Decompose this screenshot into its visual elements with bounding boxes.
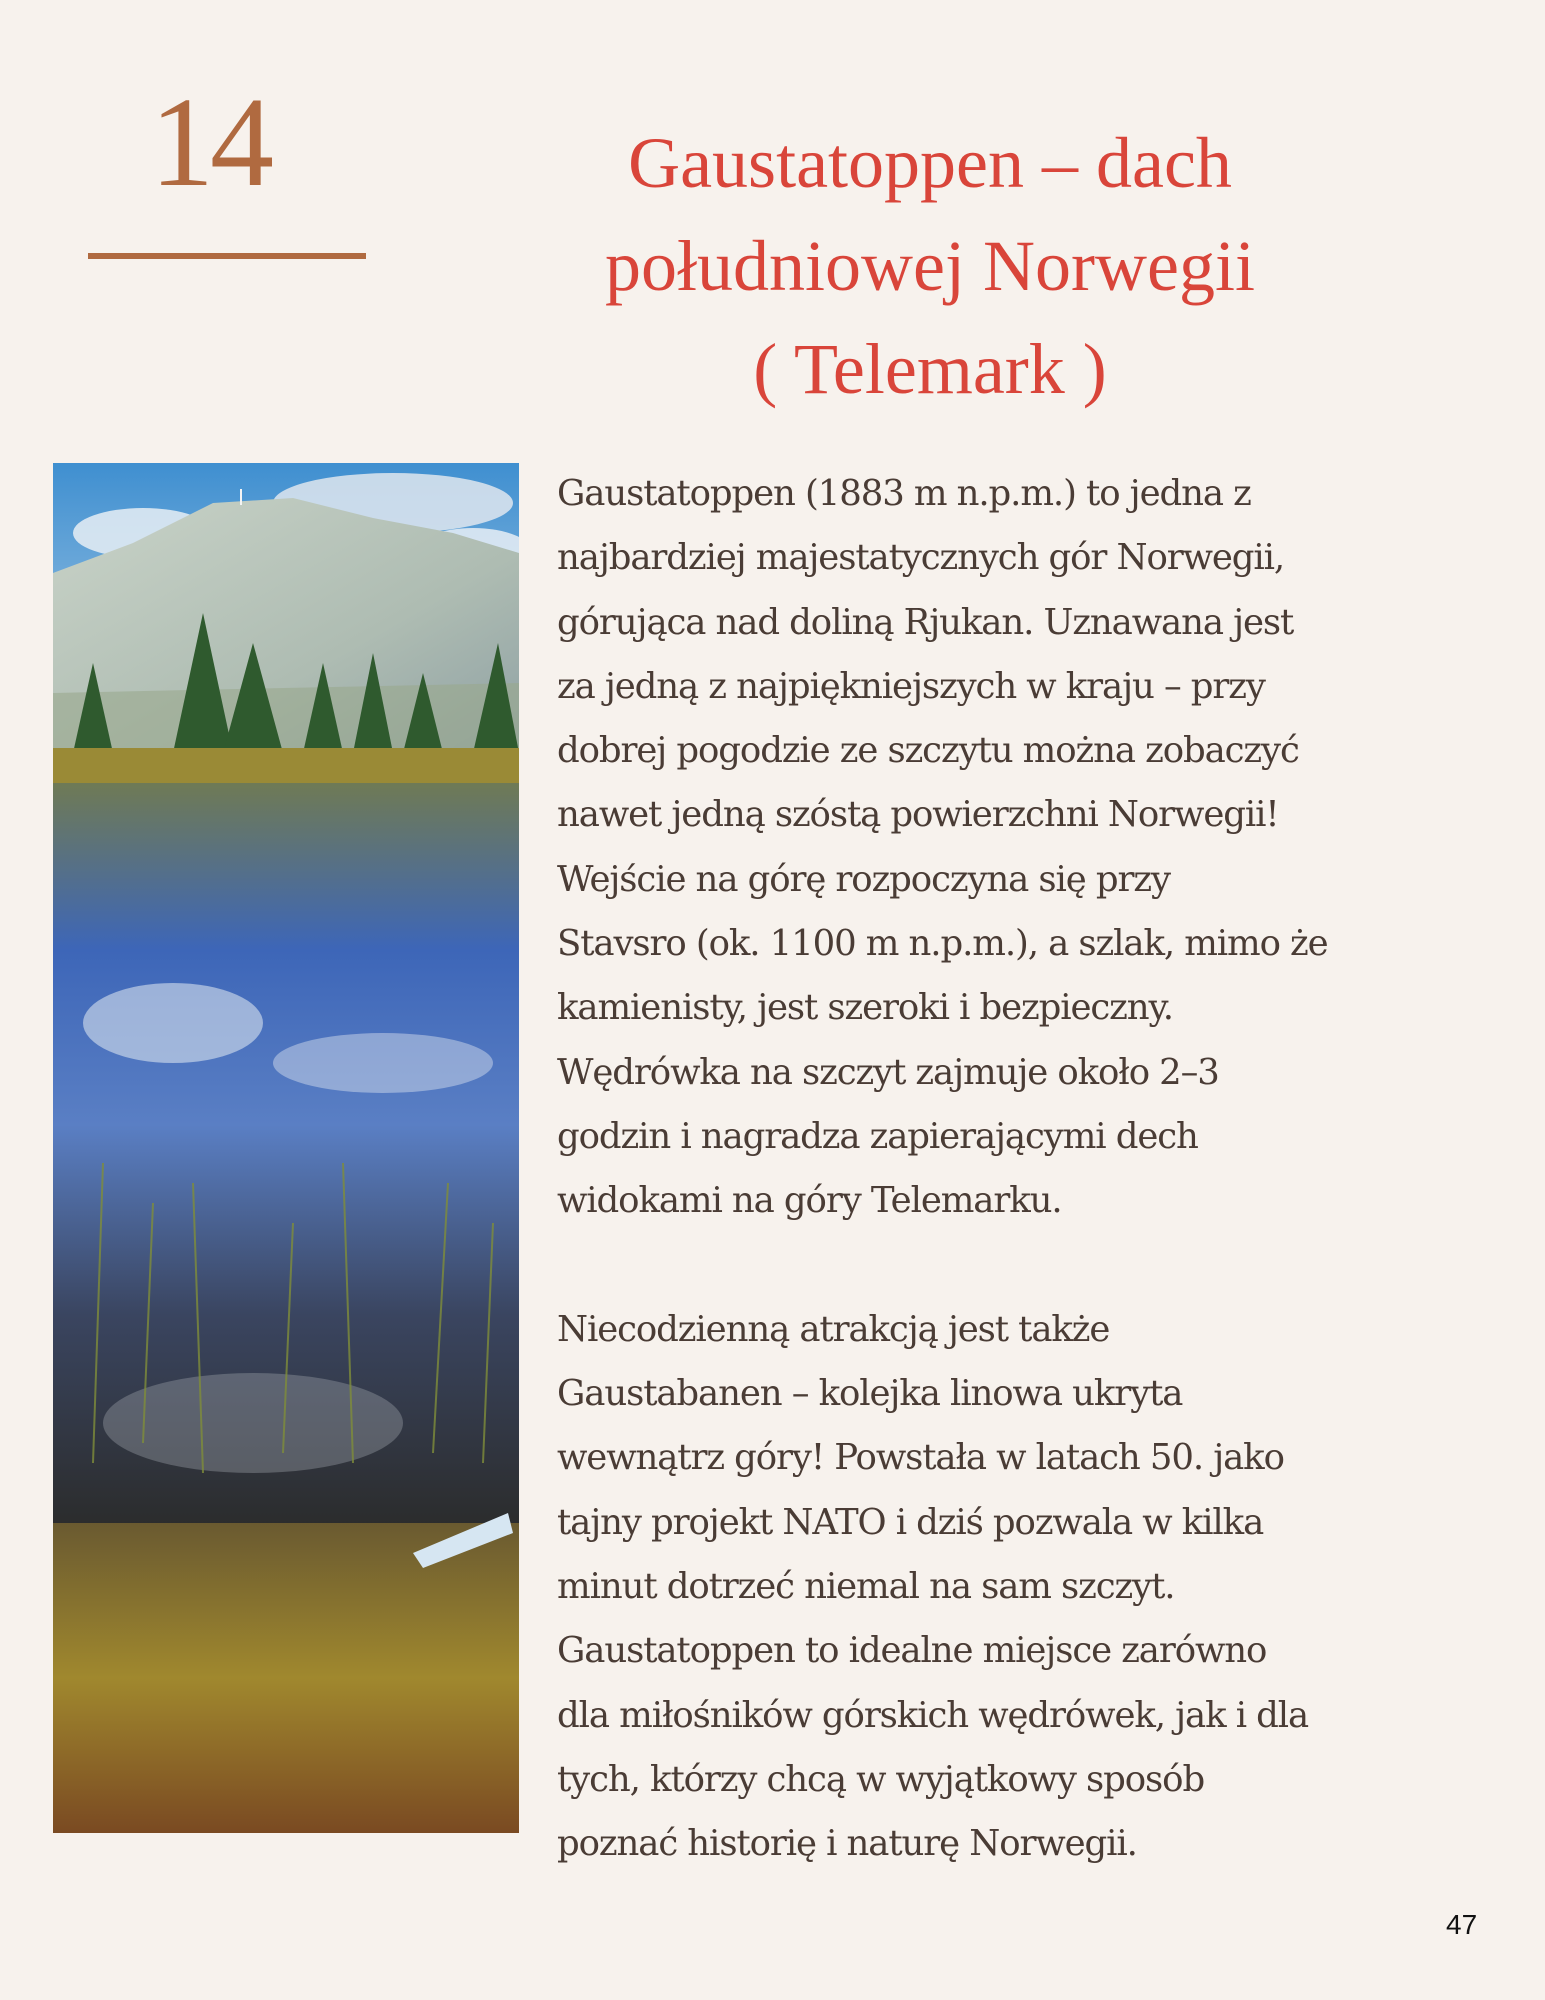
landscape-photo bbox=[53, 463, 519, 1833]
photo-illustration bbox=[53, 463, 519, 1833]
text-line: Wejście na górę rozpoczyna się przy bbox=[557, 858, 1170, 900]
text-line: Gaustatoppen to idealne miejsce zarówno bbox=[557, 1630, 1267, 1672]
text-line: widokami na góry Telemarku. bbox=[557, 1180, 1062, 1222]
chapter-number: 14 bbox=[150, 71, 270, 213]
text-line: tych, którzy chcą w wyjątkowy sposób bbox=[557, 1758, 1205, 1800]
title-line: ( Telemark ) bbox=[753, 329, 1107, 409]
page-number: 47 bbox=[1446, 1909, 1478, 1940]
paragraph bbox=[557, 462, 1497, 1234]
chapter-divider bbox=[88, 253, 366, 259]
text-line: nawet jedną szóstą powierzchni Norwegii! bbox=[557, 794, 1279, 836]
text-line: Wędrówka na szczyt zajmuje około 2–3 bbox=[557, 1051, 1219, 1093]
title-line: południowej Norwegii bbox=[605, 226, 1255, 306]
text-line: Stavsro (ok. 1100 m n.p.m.), a szlak, mimo że bbox=[557, 923, 1328, 965]
text-line: minut dotrzeć niemal na sam szczyt. bbox=[557, 1566, 1175, 1608]
text-line: za jedną z najpiękniejszych w kraju – przy bbox=[557, 665, 1265, 707]
paragraph bbox=[557, 1298, 1497, 1877]
text-line: kamienisty, jest szeroki i bezpieczny. bbox=[557, 987, 1173, 1029]
text-line: poznać historię i naturę Norwegii. bbox=[557, 1823, 1137, 1865]
text-line: tajny projekt NATO i dziś pozwala w kilka bbox=[557, 1501, 1264, 1543]
title-line: Gaustatoppen – dach bbox=[628, 123, 1232, 203]
page-title bbox=[540, 112, 1320, 421]
paragraph-spacer bbox=[557, 1234, 1497, 1298]
text-line: godzin i nagradza zapierającymi dech bbox=[557, 1115, 1198, 1157]
text-line: dla miłośników górskich wędrówek, jak i dla bbox=[557, 1694, 1309, 1736]
text-line: najbardziej majestatycznych gór Norwegii, bbox=[557, 537, 1285, 579]
text-line: Niecodzienną atrakcją jest także bbox=[557, 1308, 1110, 1350]
article-body bbox=[557, 462, 1497, 1877]
text-line: górująca nad doliną Rjukan. Uznawana jest bbox=[557, 601, 1294, 643]
text-line: Gaustatoppen (1883 m n.p.m.) to jedna z bbox=[557, 473, 1251, 514]
text-line: wewnątrz góry! Powstała w latach 50. jako bbox=[557, 1437, 1284, 1479]
text-line: dobrej pogodzie ze szczytu można zobaczyć bbox=[557, 730, 1299, 772]
text-line: Gaustabanen – kolejka linowa ukryta bbox=[557, 1373, 1183, 1415]
